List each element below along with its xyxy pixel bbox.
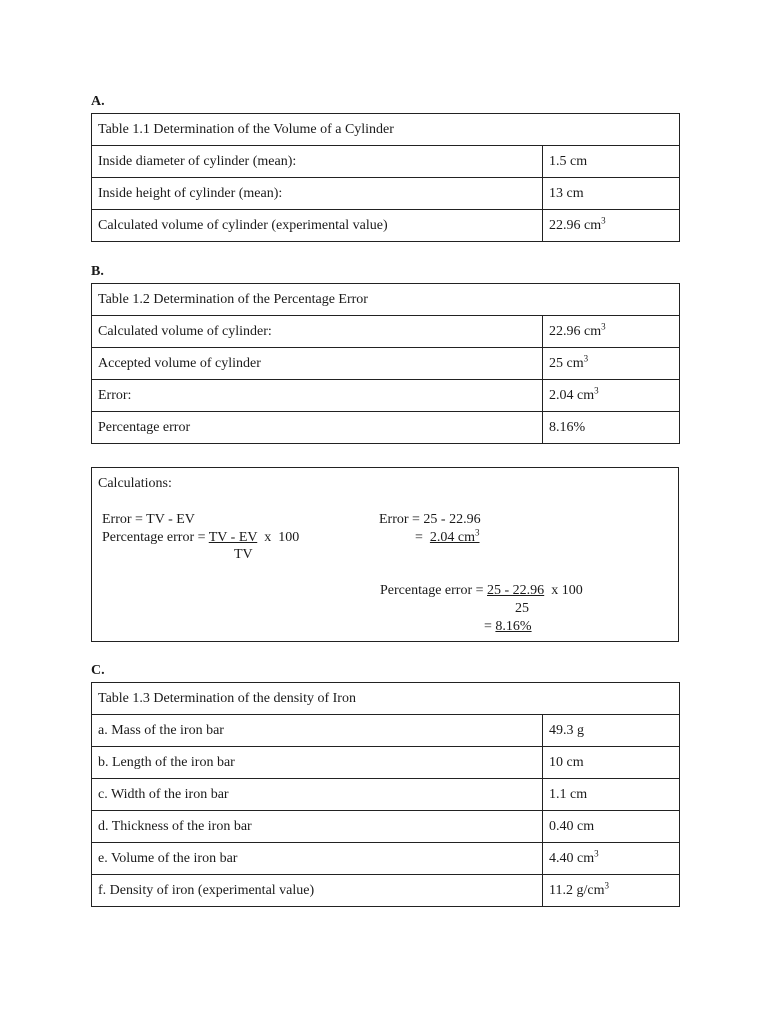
table-row <box>92 178 680 210</box>
row-value: 1.1 cm <box>543 779 680 811</box>
row-value: 25 $cm^3$ <box>543 348 680 380</box>
table-row <box>92 779 680 811</box>
table-cylinder-volume <box>91 113 680 242</box>
table-row <box>92 210 680 242</box>
row-label: d. Thickness of the iron bar <box>92 811 543 843</box>
formula-numerator: TV - EV <box>208 530 258 545</box>
row-label: Calculated volume of cylinder: <box>92 316 543 348</box>
table-title: Table 1.3 Determination of the density of Iron <box>92 683 680 715</box>
row-label: Error: <box>92 380 543 412</box>
table-title: Table 1.2 Determination of the Percentage Error <box>92 284 680 316</box>
row-label: Inside diameter of cylinder (mean): <box>92 146 543 178</box>
formula-error: Error = TV - EV <box>102 512 195 527</box>
row-value: 2.04 $cm^3$ <box>543 380 680 412</box>
row-label: a. Mass of the iron bar <box>92 715 543 747</box>
calculations-heading: Calculations: <box>98 476 172 491</box>
section-label-c: C. <box>91 663 105 678</box>
row-label: f. Density of iron (experimental value) <box>92 875 543 907</box>
table-title-row <box>92 114 680 146</box>
table-title-row <box>92 683 680 715</box>
calc-percentage-line: Percentage error = 25 - 22.96 x 100 <box>380 583 583 598</box>
table-title: Table 1.1 Determination of the Volume of a Cylinder <box>92 114 680 146</box>
row-label: c. Width of the iron bar <box>92 779 543 811</box>
table-percentage-error <box>91 283 680 444</box>
formula-denominator: TV <box>234 547 253 562</box>
row-label: Percentage error <box>92 412 543 444</box>
row-label: Accepted volume of cylinder <box>92 348 543 380</box>
table-row <box>92 412 680 444</box>
section-label-b: B. <box>91 264 104 279</box>
table-row <box>92 348 680 380</box>
table-row <box>92 875 680 907</box>
table-row <box>92 380 680 412</box>
calculations-box <box>91 467 679 642</box>
table-row <box>92 316 680 348</box>
row-label: Inside height of cylinder (mean): <box>92 178 543 210</box>
row-value: 10 cm <box>543 747 680 779</box>
table-iron-density <box>91 682 680 907</box>
table-row <box>92 747 680 779</box>
row-value: 0.40 cm <box>543 811 680 843</box>
table-row <box>92 811 680 843</box>
table-row <box>92 715 680 747</box>
calc-error-line: Error = 25 - 22.96 <box>379 512 481 527</box>
formula-percentage-error: Percentage error = TV - EV x 100 <box>102 530 300 545</box>
row-label: e. Volume of the iron bar <box>92 843 543 875</box>
row-value: 8.16% <box>543 412 680 444</box>
row-value: 1.5 cm <box>543 146 680 178</box>
row-value: 11.2 $g/cm^3$ <box>543 875 680 907</box>
row-value: 49.3 g <box>543 715 680 747</box>
row-value: 4.40 $cm^3$ <box>543 843 680 875</box>
section-label-a: A. <box>91 94 105 109</box>
row-value: 22.96 $cm^3$ <box>543 316 680 348</box>
table-row <box>92 843 680 875</box>
row-value: 13 cm <box>543 178 680 210</box>
calc-percentage-result: = 8.16% <box>484 619 532 634</box>
calc-denominator: 25 <box>515 601 529 616</box>
row-value: 22.96 $cm^3$ <box>543 210 680 242</box>
row-label: Calculated volume of cylinder (experimental value) <box>92 210 543 242</box>
table-title-row <box>92 284 680 316</box>
row-label: b. Length of the iron bar <box>92 747 543 779</box>
calc-error-result: = 2.04 $cm^3$ <box>415 527 480 545</box>
table-row <box>92 146 680 178</box>
calc-numerator: 25 - 22.96 <box>487 583 545 598</box>
